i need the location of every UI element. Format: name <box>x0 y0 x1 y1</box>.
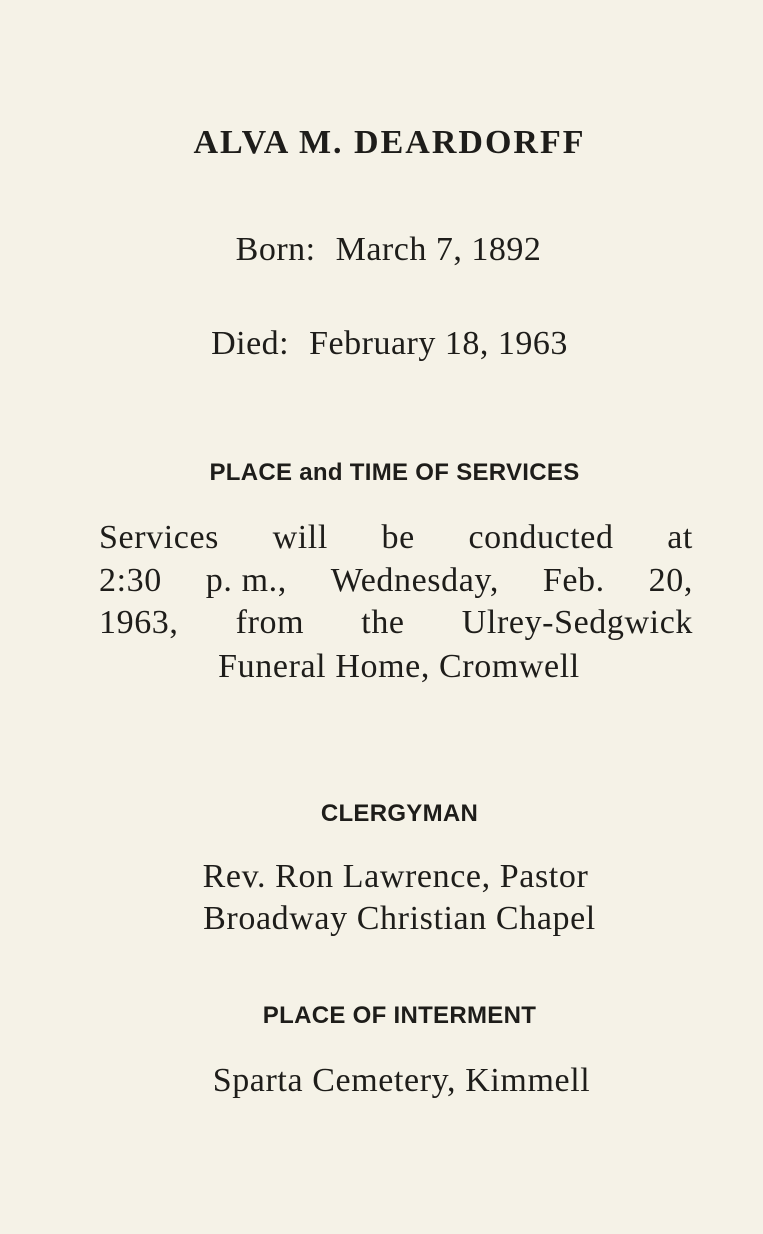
services-word: from <box>235 604 305 641</box>
services-line-1 <box>99 519 693 557</box>
services-word: 20, <box>648 562 693 599</box>
services-word: Ulrey-Sedgwick <box>461 604 693 641</box>
services-word: Feb. <box>542 562 605 599</box>
services-word: conducted <box>468 519 614 556</box>
services-word: Funeral Home, Cromwell <box>218 648 580 685</box>
clergyman-church: Broadway Christian Chapel <box>203 900 596 937</box>
born-line <box>7 231 763 269</box>
services-heading: PLACE and TIME OF SERVICES <box>209 459 580 486</box>
services-word: at <box>667 519 693 556</box>
services-line-2 <box>99 562 693 600</box>
born-label: Born: <box>235 231 316 268</box>
services-word: Wednesday, <box>330 562 499 599</box>
services-word: p. m., <box>205 562 287 599</box>
died-line <box>8 325 763 363</box>
interment-heading: PLACE OF INTERMENT <box>262 1002 537 1029</box>
services-word: 2:30 <box>99 562 162 599</box>
died-date: February 18, 1963 <box>309 325 568 362</box>
deceased-name: ALVA M. DEARDORFF <box>193 124 586 161</box>
services-word: the <box>361 604 405 641</box>
services-word: be <box>381 519 415 556</box>
services-word: Services <box>99 519 219 556</box>
services-line-4 <box>166 648 632 686</box>
services-word: will <box>272 519 328 556</box>
services-word: 1963, <box>99 604 179 641</box>
interment-place: Sparta Cemetery, Kimmell <box>212 1062 591 1099</box>
services-line-3 <box>99 604 693 642</box>
born-date: March 7, 1892 <box>335 231 542 268</box>
clergyman-name: Rev. Ron Lawrence, Pastor <box>202 858 589 895</box>
clergyman-heading: CLERGYMAN <box>320 800 479 827</box>
died-label: Died: <box>211 325 290 362</box>
